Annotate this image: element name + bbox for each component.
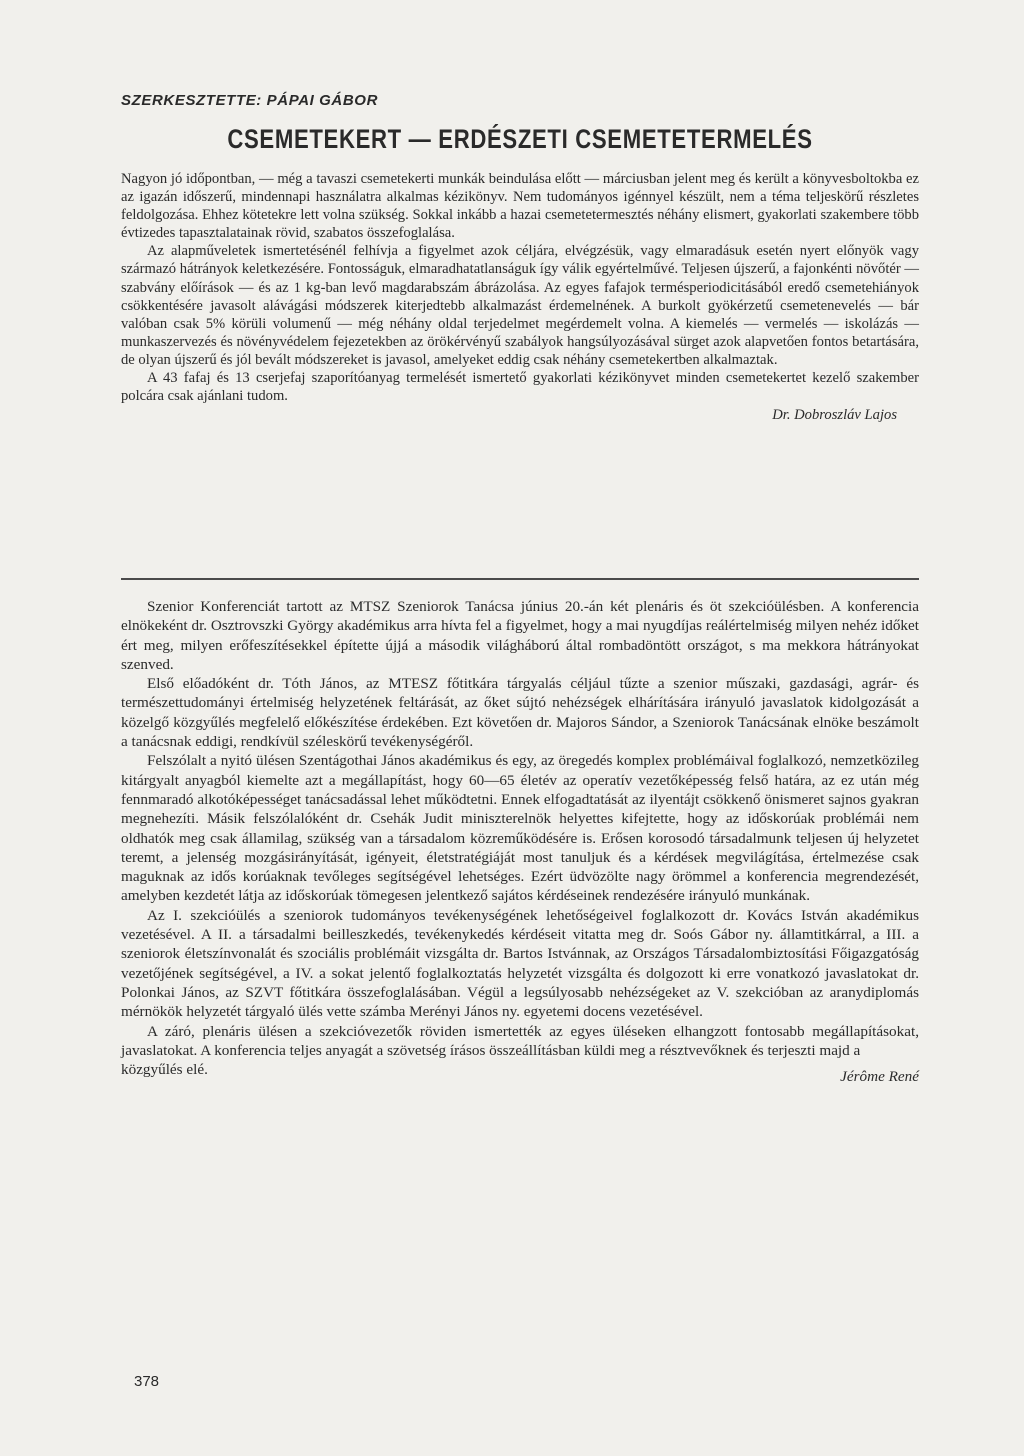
report-paragraph-1: Szenior Konferenciát tartott az MTSZ Szeniorok Tanácsa június 20.-án két plenáris és öt szekcióülésben. A konferencia elnökeként dr. Osztrovszki György akadémikus arra hívta fel a figyelmet, hogy a mai nyugdíjas reálértelmiség milyen nehéz időket ért meg, milyen erőfeszítésekkel építette újjá a második világháború által rombadöntött országot, s ma mekkora hátrányokat szenved. <box>121 598 919 673</box>
review-signature: Dr. Dobroszláv Lajos <box>772 407 897 424</box>
review-paragraph-3: A 43 fafaj és 13 cserjefaj szaporítóanyag termelését ismertető gyakorlati kézikönyvet minden csemetekertet kezelő szakember polcára csak ajánlani tudom. <box>121 370 919 405</box>
review-paragraph-2: Az alapműveletek ismertetésénél felhívja a figyelmet azok céljára, elvégzésük, vagy elmaradásuk esetén nyert előnyök vagy származó hátrányok keletkezésére. Fontosságuk, elmaradhatatlanságuk így válik egyértelművé. Teljesen újszerű, a fajonkénti növőtér — szabvány előírások — és az 1 kg-ban levő magdarabszám ábrázolása. Az egyes fafajok termésperiodicitásából eredő csemetehiányok csökkentésére javasolt alávágási módszerek kiterjedtebb alkalmazást érdemelnének. A burkolt gyökérzetű csemetenevelés — bár valóban csak 5% körüli volumenű — még néhány oldal terjedelmet megérdemelt volna. A kiemelés — vermelés — iskolázás — munkaszervezés és növényvédelem fejezetekben az örökérvényű szabályok hangsúlyozásával sürget azok alapvetően fontos betartására, de olyan újszerű és jól bevált módszereket is javasol, amelyeket eddig csak néhány csemetekertben alkalmaztak. <box>121 243 919 368</box>
article-divider <box>121 578 919 580</box>
report-paragraph-5: A záró, plenáris ülésen a szekcióvezetők röviden ismertették az egyes üléseken elhangzott fontosabb megállapításokat, javaslatokat. A konferencia teljes anyagát a szövetség írásos összeállításban küldi meg a résztvevőknek és terjeszti majd a <box>121 1022 919 1059</box>
report-paragraph-4: Az I. szekcióülés a szeniorok tudományos tevékenységének lehetőségeivel foglalkozott dr. Kovács István akadémikus vezetésével. A II. a társadalmi beilleszkedés, tevékenykedés kérdéseit vitatta meg dr. Soós Gábor ny. államtitkárral, a III. a szeniorok életszínvonalát és szociális problémáit vizsgálta dr. Bartos Istvánnak, az Országos Társadalombiztosítási Főigazgatóság vezetőjének segítségével, a IV. a sokat jelentő foglalkoztatás helyzetét vizsgálta és dolgozott ki erre vonatkozó javaslatokat dr. Polonkai János, az SZVT főtitkára összefoglalásában. Végül a legsúlyosabb nehézségeket az V. szekcióban az aranydiplomás mérnökök helyzetét tárgyaló ülés vette számba Merényi János ny. egyetemi docens vezetésével. <box>121 906 919 1021</box>
book-review-article <box>121 170 919 424</box>
review-paragraph-1: Nagyon jó időpontban, — még a tavaszi csemetekerti munkák beindulása előtt — márciusban jelent meg és került a könyvesboltokba ez az igazán időszerű, mindennapi használatra alkalmas kézikönyv. Nem tudományos igénnyel készült, nem a téma teljeskörű részletes feldolgozása. Ehhez kötetekre lett volna szükség. Sokkal inkább a hazai csemetetermesztés néhány elismert, gyakorlati szakembere több évtizedes tapasztalatainak rövid, szabatos összefoglalása. <box>121 171 919 242</box>
report-paragraph-5-end: közgyűlés elé. <box>121 1061 208 1079</box>
conference-report-article <box>121 597 919 1086</box>
section-editor-line: SZERKESZTETTE: PÁPAI GÁBOR <box>121 92 378 109</box>
page-number: 378 <box>134 1373 160 1390</box>
report-signature: Jérôme René <box>840 1068 919 1086</box>
book-review-title: CSEMETEKERT — ERDÉSZETI CSEMETETERMELÉS <box>227 124 813 154</box>
report-paragraph-2: Első előadóként dr. Tóth János, az MTESZ főtitkára tárgyalás céljául tűzte a szenior műszaki, gazdasági, agrár- és természettudományi értelmiség helyzetének feltárását, az őket sújtó nehézségek elhárítására irányuló javaslatok kidolgozását a közelgő közgyűlés megfelelő előkészítése érdekében. Ezt követően dr. Majoros Sándor, a Szeniorok Tanácsának elnöke beszámolt a tanácsnak eddigi, rendkívül széleskörű tevékenységéről. <box>121 675 919 751</box>
report-closing-row <box>121 1060 919 1086</box>
report-paragraph-3: Felszólalt a nyitó ülésen Szentágothai János akadémikus és egy, az öregedés komplex problémáival foglalkozó, nemzetközileg kitárgyalt anyagból kiemelte azt a megállapítást, hogy 60—65 életév az operatív vezetőképesség felső határa, az ez után még fennmaradó alkotóképességet tanácsadással lehet működtetni. Ennek elfogadtatását az ilyentájt csökkenő önismeret sajnos gyakran megnehezíti. Másik felszólalóként dr. Csehák Judit miniszterelnök helyettes kifejtette, hogy az időskorúak problémái nem oldhatók meg csak államilag, szükség van a társadalom közreműködésére is. Erősen korosodó társadalmunk teljesen új helyzetet teremt, a jelenség mozgásirányítását, igényeit, életstratégiáját most tanuljuk és a kérdések megvilágítása, értelmezése csak maguknak az idős korúaknak tevőleges segítségével lehetséges. Ezért üdvözölte nagy örömmel a konferencia megrendezését, amelyben kezdetét látja az időskorúak tömegesen jelentkező sajátos kérdéseinek rendezésére irányuló munkának. <box>121 752 919 905</box>
